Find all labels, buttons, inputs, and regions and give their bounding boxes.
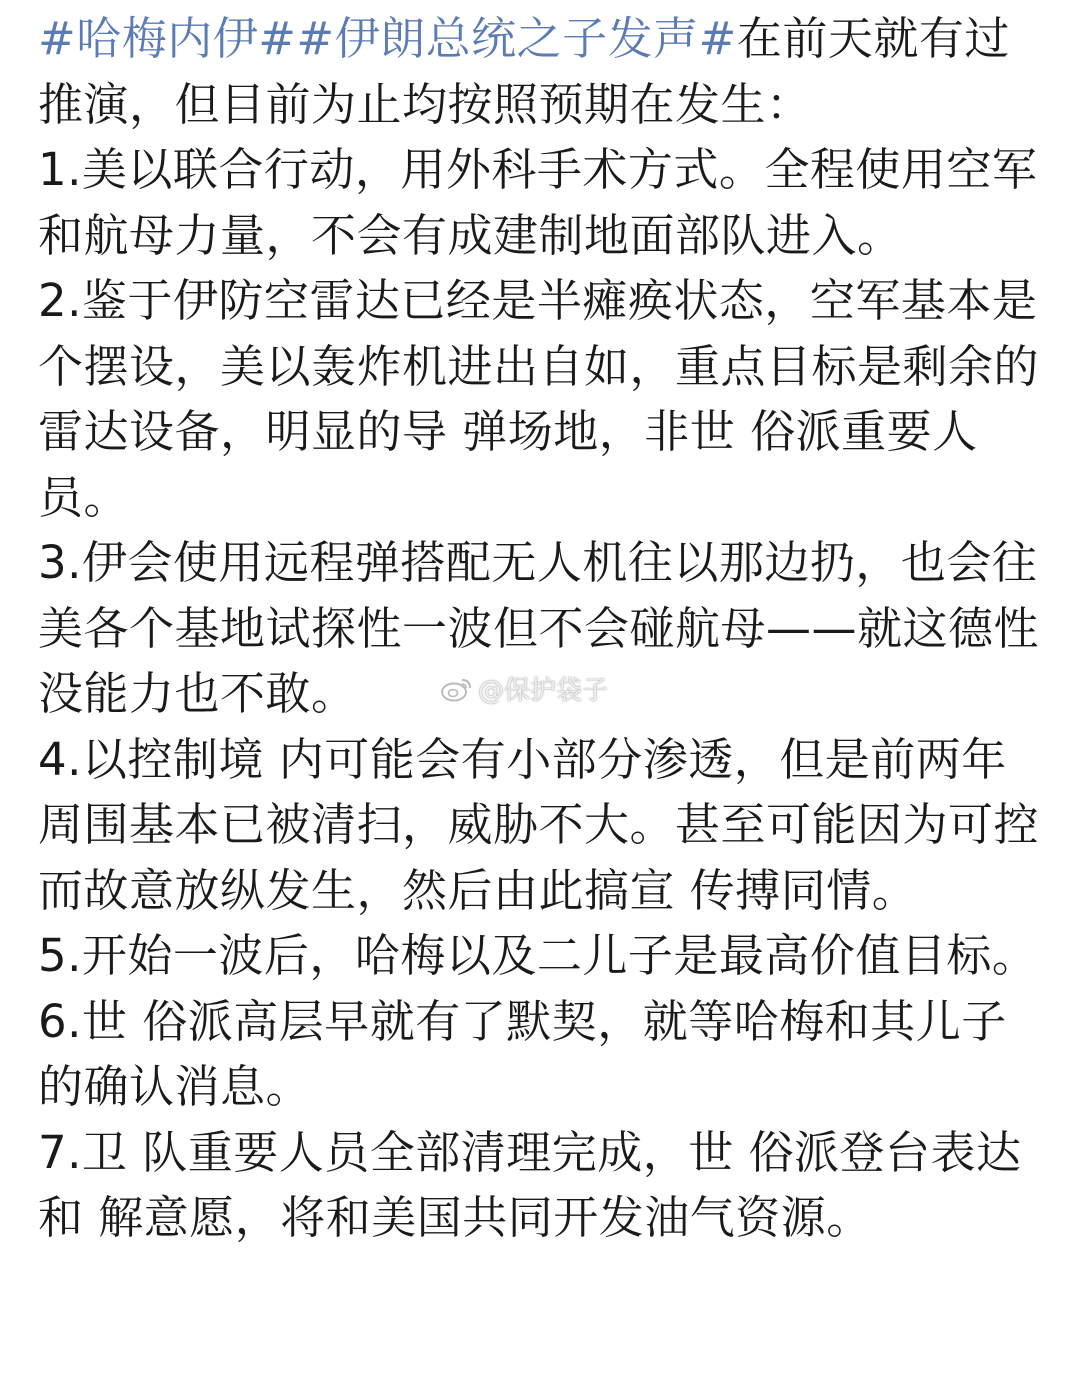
list-item-6: 6.世 俗派高层早就有了默契，就等哈梅和其儿子的确认消息。 [38,994,1007,1113]
list-item-5: 5.开始一波后，哈梅以及二儿子是最高价值目标。 [38,929,1038,982]
post-body [38,6,1050,1251]
hashtag-president-son[interactable]: #伊朗总统之子发声# [296,12,737,65]
list-item-3: 3.伊会使用远程弹搭配无人机往以那边扔，也会往美各个基地试探性一波但不会碰航母——就这德性没能力也不敢。 [38,536,1040,720]
post-intro [38,6,1050,137]
list-item-2: 2.鉴于伊防空雷达已经是半瘫痪状态，空军基本是个摆设，美以轰炸机进出自如，重点目标是剩余的雷达设备，明显的导 弹场地，非世 俗派重要人员。 [38,274,1040,524]
list-item-1: 1.美以联合行动，用外科手术方式。全程使用空军和航母力量，不会有成建制地面部队进入。 [38,143,1038,262]
list-item-7: 7.卫 队重要人员全部清理完成，世 俗派登台表达和 解意愿，将和美国共同开发油气资源。 [38,1125,1022,1244]
list-item-4: 4.以控制境 内可能会有小部分渗透，但是前两年周围基本已被清扫，威胁不大。甚至可能因为可控而故意放纵发生，然后由此搞宣 传搏同情。 [38,732,1040,917]
hashtag-khamenei[interactable]: #哈梅内伊# [38,12,297,65]
intro-text: 在前天就有过推演，但目前为止均按照预期在发生： [38,12,1010,131]
watermark-handle: @保护袋子 [478,676,609,706]
